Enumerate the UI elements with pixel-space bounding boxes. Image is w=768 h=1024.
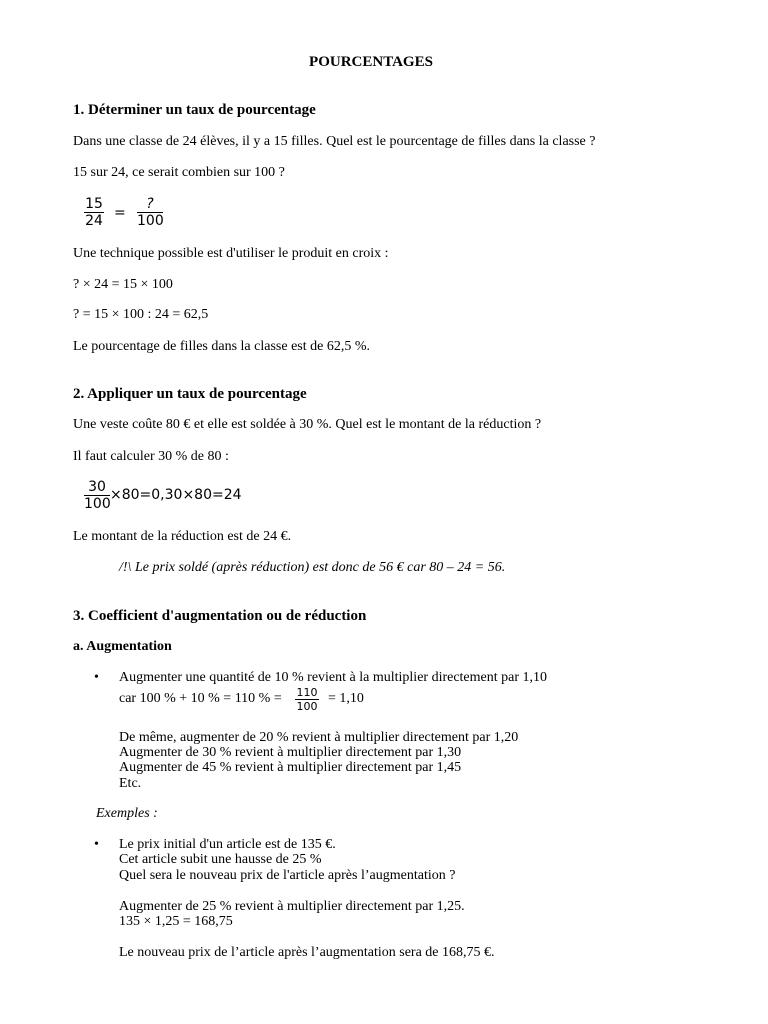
- b2-line-3: Quel sera le nouveau prix de l'article après l’augmentation ?: [119, 868, 456, 883]
- b2-line-6: Le nouveau prix de l’article après l’augmentation sera de 168,75 €.: [119, 945, 495, 960]
- subsection-a-heading: a. Augmentation: [73, 639, 172, 654]
- b1-line-4: Augmenter de 30 % revient à multiplier directement par 1,30: [119, 745, 462, 760]
- b1-line-6: Etc.: [119, 776, 142, 791]
- b2-line-1: Le prix initial d'un article est de 135 €.: [119, 837, 336, 852]
- section-1-heading: 1. Déterminer un taux de pourcentage: [73, 102, 316, 118]
- s1-cross-product-line: ? × 24 = 15 × 100: [73, 277, 173, 292]
- fraction-numerator: 15: [85, 196, 103, 212]
- s1-conclusion: Le pourcentage de filles dans la classe est de 62,5 %.: [73, 339, 371, 354]
- fraction-15-24: [84, 196, 104, 229]
- s1-result-line: ? = 15 × 100 : 24 = 62,5: [73, 307, 209, 322]
- s2-paragraph-method: Il faut calculer 30 % de 80 :: [73, 449, 229, 464]
- fraction-110-100: [295, 686, 319, 713]
- s1-paragraph-ratio: 15 sur 24, ce serait combien sur 100 ?: [73, 165, 285, 180]
- b2-line-4: Augmenter de 25 % revient à multiplier directement par 1,25.: [119, 899, 465, 914]
- b1-line-1: Augmenter une quantité de 10 % revient à la multiplier directement par 1,10: [119, 670, 548, 685]
- s2-paragraph-question: Une veste coûte 80 € et elle est soldée à 30 %. Quel est le montant de la réduction ?: [73, 417, 542, 432]
- s2-calculation-expression: ×80=0,30×80=24: [110, 487, 242, 503]
- s2-conclusion: Le montant de la réduction est de 24 €.: [73, 529, 292, 544]
- fraction-numerator: 110: [296, 686, 318, 699]
- fraction-numerator: ?: [146, 196, 154, 212]
- b1-line-2-result: = 1,10: [328, 691, 364, 706]
- b2-line-2: Cet article subit une hausse de 25 %: [119, 852, 322, 867]
- s1-paragraph-question: Dans une classe de 24 élèves, il y a 15 filles. Quel est le pourcentage de filles dans la classe ?: [73, 134, 596, 149]
- equals-sign: =: [114, 205, 126, 221]
- s2-warning-note: /!\ Le prix soldé (après réduction) est donc de 56 € car 80 – 24 = 56.: [119, 560, 506, 575]
- fraction-denominator: 100: [296, 700, 318, 713]
- fraction-30-100: [84, 479, 110, 512]
- section-2-heading: 2. Appliquer un taux de pourcentage: [73, 386, 307, 402]
- page-title: POURCENTAGES: [309, 54, 433, 70]
- s1-paragraph-technique: Une technique possible est d'utiliser le produit en croix :: [73, 246, 389, 261]
- fraction-denominator: 100: [137, 213, 164, 229]
- b1-line-3: De même, augmenter de 20 % revient à multiplier directement par 1,20: [119, 730, 519, 745]
- b2-line-5: 135 × 1,25 = 168,75: [119, 914, 233, 929]
- fraction-denominator: 24: [85, 213, 103, 229]
- b1-line-2: car 100 % + 10 % = 110 % =: [119, 691, 282, 706]
- fraction-numerator: 30: [88, 479, 106, 495]
- b1-line-5: Augmenter de 45 % revient à multiplier directement par 1,45: [119, 760, 462, 775]
- bullet-marker: •: [94, 837, 99, 852]
- fraction-unknown-100: [137, 196, 163, 229]
- fraction-denominator: 100: [84, 496, 111, 512]
- examples-label: Exemples :: [96, 806, 158, 821]
- bullet-marker: •: [94, 670, 99, 685]
- section-3-heading: 3. Coefficient d'augmentation ou de réduction: [73, 608, 367, 624]
